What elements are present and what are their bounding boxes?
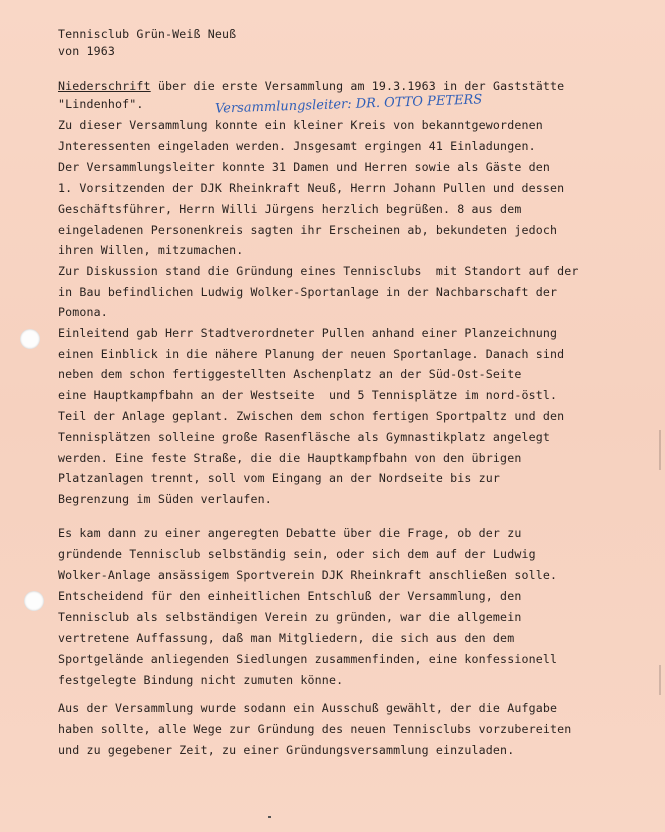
paragraph2-line: Pomona.: [58, 305, 108, 319]
paragraph5-line: haben sollte, alle Wege zur Gründung des neuen Tennisclubs vorzubereiten: [58, 722, 572, 736]
paragraph4-line: Sportgelände anliegenden Siedlungen zusammenfinden, eine konfessionell: [58, 652, 558, 666]
paragraph3-line: Teil der Anlage geplant. Zwischen dem schon fertigen Sportpaltz und den: [58, 409, 565, 423]
paragraph4-line: vertretene Auffassung, daß man Mitgliedern, die sich aus den dem: [58, 631, 515, 645]
paragraph3-line: werden. Eine feste Straße, die die Hauptkampfbahn von den übrigen: [58, 451, 522, 465]
page-dot-mark: [268, 816, 271, 818]
paragraph3-line: Einleitend gab Herr Stadtverordneter Pullen anhand einer Planzeichnung: [58, 326, 558, 340]
minutes-title-word: Niederschrift: [58, 79, 151, 93]
paper-edge-mark: [659, 665, 661, 695]
minutes-title-line: [58, 79, 564, 93]
paragraph1-line: eingeladenen Personenkreis sagten ihr Erscheinen ab, bekundeten jedoch: [58, 223, 558, 237]
paragraph4-line: Entscheidend für den einheitlichen Entschluß der Versammlung, den: [58, 589, 522, 603]
punch-hole-top: [20, 329, 40, 349]
paragraph5-line: und zu gegebener Zeit, zu einer Gründungsversammlung einzuladen.: [58, 743, 515, 757]
paragraph5-line: Aus der Versammlung wurde sodann ein Ausschuß gewählt, der die Aufgabe: [58, 701, 558, 715]
paragraph3-line: eine Hauptkampfbahn an der Westseite und 5 Tennisplätze im nord-östl.: [58, 388, 558, 402]
club-name-header: Tennisclub Grün-Weiß Neuß: [58, 27, 237, 41]
paragraph1-line: ihren Willen, mitzumachen.: [58, 243, 244, 257]
paragraph1-line: Jnteressenten eingeladen werden. Jnsgesamt ergingen 41 Einladungen.: [58, 139, 536, 153]
paragraph2-line: Zur Diskussion stand die Gründung eines Tennisclubs mit Standort auf der: [58, 264, 579, 278]
paragraph4-line: Es kam dann zu einer angeregten Debatte über die Frage, ob der zu: [58, 526, 522, 540]
paragraph4-line: festgelegte Bindung nicht zumuten könne.: [58, 673, 344, 687]
handwritten-chairman-note: Versammlungsleiter: DR. OTTO PETERS: [214, 92, 483, 117]
punch-hole-bottom: [24, 591, 44, 611]
paragraph4-line: gründende Tennisclub selbständig sein, oder sich dem auf der Ludwig: [58, 547, 536, 561]
paragraph1-line: 1. Vorsitzenden der DJK Rheinkraft Neuß, Herrn Johann Pullen und dessen: [58, 181, 565, 195]
paragraph4-line: Wolker-Anlage ansässigem Sportverein DJK Rheinkraft anschließen solle.: [58, 568, 558, 582]
paragraph1-line: Zu dieser Versammlung konnte ein kleiner Kreis von bekanntgewordenen: [58, 118, 543, 132]
paragraph3-line: Platzanlagen trennt, soll vom Eingang an der Nordseite bis zur: [58, 471, 501, 485]
paragraph3-line: einen Einblick in die nähere Planung der neuen Sportanlage. Danach sind: [58, 347, 565, 361]
paragraph3-line: neben dem schon fertiggestellten Aschenplatz an der Süd-Ost-Seite: [58, 367, 522, 381]
paragraph3-line: Tennisplätzen solleine große Rasenfläsche als Gymnastikplatz angelegt: [58, 430, 550, 444]
venue-name: "Lindenhof".: [58, 97, 144, 111]
paragraph4-line: Tennisclub als selbständigen Verein zu gründen, war die allgemein: [58, 610, 522, 624]
paragraph3-line: Begrenzung im Süden verlaufen.: [58, 492, 272, 506]
club-year-header: von 1963: [58, 44, 116, 58]
paragraph1-line: Geschäftsführer, Herrn Willi Jürgens herzlich begrüßen. 8 aus dem: [58, 202, 522, 216]
paragraph1-line: Der Versammlungsleiter konnte 31 Damen und Herren sowie als Gäste den: [58, 160, 550, 174]
paragraph2-line: in Bau befindlichen Ludwig Wolker-Sportanlage in der Nachbarschaft der: [58, 285, 558, 299]
minutes-title-rest: über die erste Versammlung am 19.3.1963 in der Gaststätte: [150, 79, 565, 93]
paper-edge-mark: [659, 430, 661, 470]
